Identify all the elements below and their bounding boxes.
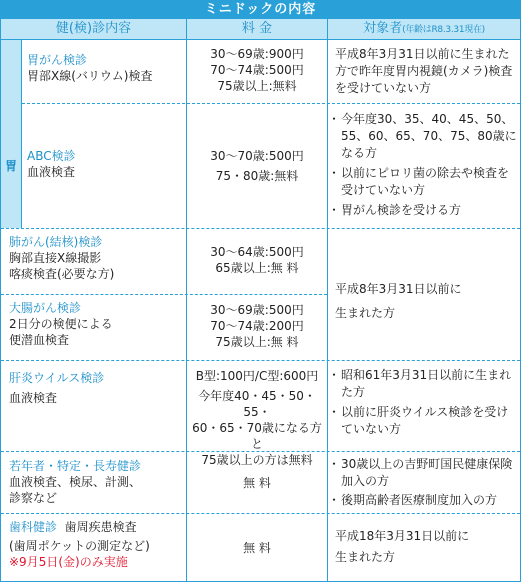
target-text: 生まれた方 — [335, 550, 396, 564]
fee-line: 30～64歳:500円 — [210, 245, 304, 259]
fee-line: 30～69歳:900円 — [210, 47, 304, 61]
header-item: 健(検)診内容 — [1, 19, 186, 39]
colon-cancer-desc: 便潜血検査 — [9, 333, 70, 347]
colon-cancer-fee — [187, 302, 327, 350]
fee-line: 無 料 — [243, 476, 271, 490]
colon-cancer-item — [9, 300, 185, 348]
fee-line: 70～74歳:200円 — [210, 319, 304, 333]
header-target-label: 対象者 — [363, 21, 403, 36]
header-target — [328, 19, 520, 39]
row-separator — [22, 103, 520, 104]
abc-target — [331, 111, 517, 219]
youth-health-title: 若年者・特定・長寿健診 — [9, 459, 142, 473]
dental-note: ※9月5日(金)のみ実施 — [9, 555, 128, 569]
youth-health-item — [9, 458, 185, 506]
dental-title: 歯科健診 — [9, 520, 58, 534]
dental-title-line — [9, 519, 185, 535]
stomach-group-label — [1, 39, 21, 228]
hepatitis-target — [331, 367, 517, 438]
gastric-cancer-item — [27, 52, 185, 84]
fee-line: 65歳以上:無 料 — [215, 261, 299, 275]
fee-line: 75歳以上:無料 — [217, 79, 297, 93]
abc-fee — [187, 148, 327, 184]
dental-desc: (歯周ポケットの測定など) — [9, 539, 150, 553]
lung-cancer-desc: 胸部直接X線撮影 — [9, 251, 102, 265]
youth-health-desc: 診察など — [9, 491, 58, 505]
row-separator — [1, 513, 520, 514]
stomach-label: 胃 — [4, 159, 17, 173]
youth-health-target — [331, 456, 517, 509]
fee-line: 無 料 — [243, 541, 271, 555]
fee-line: 75歳以上の方は無料 — [201, 453, 313, 467]
hepatitis-fee — [187, 368, 327, 468]
header-fee: 料 金 — [187, 19, 327, 39]
dental-item — [9, 519, 185, 570]
target-text: 平成8年3月31日以前に — [335, 282, 462, 296]
abc-title: ABC検診 — [27, 149, 76, 163]
fee-line: 60・65・70歳になる方と — [192, 421, 322, 451]
hepatitis-desc: 血液検査 — [9, 391, 58, 405]
hepatitis-title: 肝炎ウイルス検診 — [9, 371, 105, 385]
colon-cancer-desc: 2日分の検便による — [9, 317, 113, 331]
fee-line: B型:100円/C型:600円 — [195, 369, 319, 383]
target-bullet: ・ 胃がん検診を受ける方 — [331, 202, 517, 219]
row-separator — [1, 294, 327, 295]
row-separator — [1, 228, 520, 229]
lung-colon-target — [335, 277, 515, 325]
gastric-cancer-title: 胃がん検診 — [27, 53, 88, 67]
target-bullet: ・ 以前にピロリ菌の除去や検査を受けていない方 — [331, 165, 517, 199]
fee-line: 70～74歳:500円 — [210, 63, 304, 77]
target-bullet: ・ 30歳以上の吉野町国民健康保険加入の方 — [331, 456, 517, 490]
dental-title-extra: 歯周疾患検査 — [64, 520, 137, 534]
target-bullet: ・ 今年度30、35、40、45、50、55、60、65、70、75、80歳になる方 — [331, 111, 517, 162]
lung-cancer-desc: 喀痰検査(必要な方) — [9, 267, 115, 281]
lung-cancer-fee — [187, 244, 327, 276]
target-bullet: ・ 後期高齢者医療制度加入の方 — [331, 492, 517, 509]
fee-line: 30～70歳:500円 — [210, 149, 304, 163]
target-text: 平成8年3月31日以前に生まれた方で昨年度胃内視鏡(カメラ)検査を受けていない方 — [335, 47, 513, 95]
target-text: 平成18年3月31日以前に — [335, 529, 470, 543]
target-text: 生まれた方 — [335, 306, 396, 320]
header-target-note: (年齢はR8.3.31現在) — [402, 25, 485, 35]
colon-cancer-title: 大腸がん検診 — [9, 301, 82, 315]
row-separator — [1, 360, 520, 361]
group-divider — [21, 39, 22, 228]
target-bullet: ・ 以前に肝炎ウイルス検診を受けていない方 — [331, 404, 517, 438]
fee-line: 75・80歳:無料 — [215, 169, 299, 183]
abc-desc: 血液検査 — [27, 165, 76, 179]
fee-line: 75歳以上:無 料 — [215, 335, 299, 349]
gastric-cancer-target — [335, 46, 515, 97]
header-line — [1, 39, 520, 40]
gastric-cancer-desc: 胃部X線(バリウム)検査 — [27, 69, 153, 83]
target-bullet: ・ 昭和61年3月31日以前に生まれた方 — [331, 367, 517, 401]
dental-fee — [187, 540, 327, 556]
lung-cancer-item — [9, 234, 185, 282]
dental-target — [335, 526, 515, 568]
hepatitis-item — [9, 370, 185, 406]
gastric-cancer-fee — [187, 46, 327, 94]
fee-line: 今年度40・45・50・55・ — [198, 389, 316, 419]
lung-cancer-title: 肺がん(結核)検診 — [9, 235, 103, 249]
abc-item — [27, 148, 185, 180]
table-banner: ミニドックの内容 — [1, 1, 520, 19]
youth-health-desc: 血液検査、検尿、計測、 — [9, 475, 142, 489]
youth-health-fee — [187, 475, 327, 491]
fee-line: 30～69歳:500円 — [210, 303, 304, 317]
